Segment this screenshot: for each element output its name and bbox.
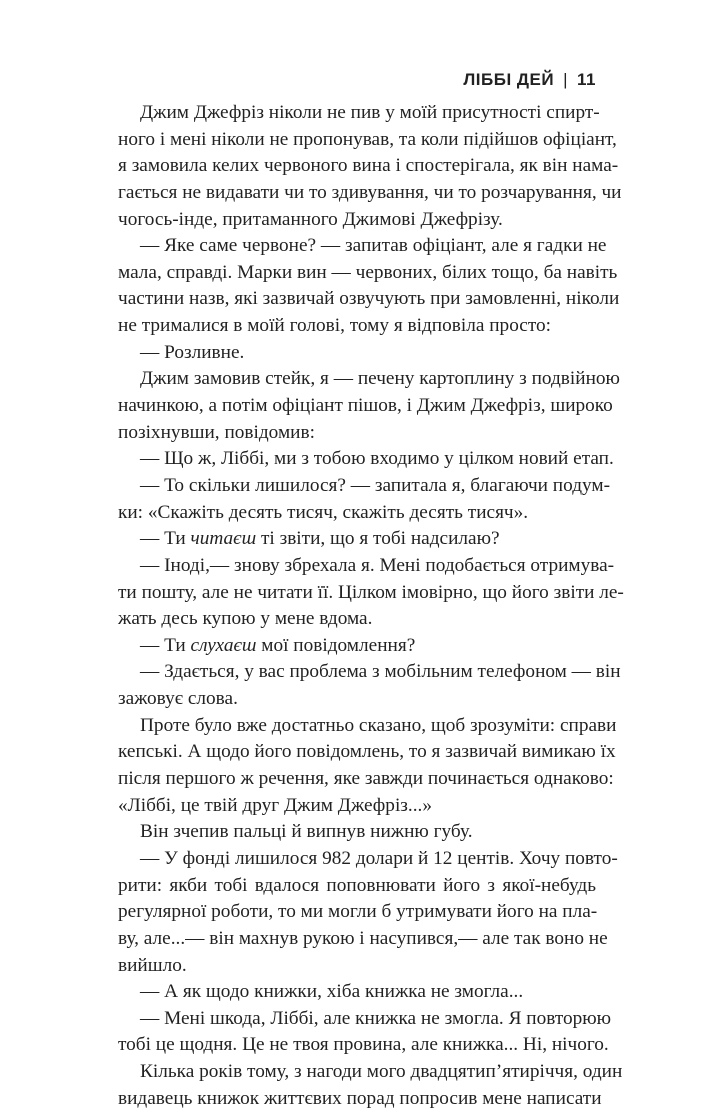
text-line — [118, 846, 618, 873]
text-line — [118, 580, 624, 607]
text-segment: тобі це щодня. Це не твоя провина, але книжка... Ні, нічого. — [118, 1034, 609, 1056]
text-segment: позіхнувши, повідомив: — [118, 421, 315, 443]
text-line — [118, 686, 596, 713]
text-line — [118, 420, 596, 447]
body-text — [118, 100, 624, 1112]
text-line — [118, 819, 596, 846]
text-line — [118, 1059, 623, 1086]
text-segment: ти пошту, але не читати її. Цілком імовірно, що його звіти ле- — [118, 581, 624, 603]
text-segment: гається не видавати чи то здивування, чи то розчарування, чи — [118, 181, 622, 203]
text-segment: — У фонді лишилося 982 долари й 12 центів. Хочу повто- — [140, 847, 618, 869]
text-line — [118, 633, 596, 660]
text-segment: зажовує слова. — [118, 688, 238, 710]
text-segment: не трималися в моїй голові, тому я відповіла просто: — [118, 315, 552, 337]
running-header-title: ЛІББІ ДЕЙ — [463, 70, 555, 89]
text-line — [118, 713, 617, 740]
text-line — [118, 553, 615, 580]
text-line — [118, 446, 614, 473]
text-segment: мала, справді. Марки вин — червоних, білих тощо, ба навіть — [118, 261, 618, 283]
text-line — [118, 233, 607, 260]
emphasized-text: слухаєш — [190, 634, 257, 656]
text-segment: кепські. А щодо його повідомлень, то я зазвичай вимикаю їх — [118, 741, 616, 763]
text-line — [118, 286, 620, 313]
emphasized-text: читаєш — [190, 528, 257, 550]
text-segment: Джим Джефріз ніколи не пив у моїй присутності спирт- — [140, 102, 600, 123]
text-line — [118, 926, 608, 953]
text-segment: — Іноді,— знову збрехала я. Мені подобається отримува- — [140, 554, 615, 576]
text-segment: начинкою, а потім офіціант пішов, і Джим Джефріз, широко — [118, 395, 613, 417]
text-segment: ті звіти, що я тобі надсилаю? — [256, 528, 500, 550]
text-segment: ки: «Скажіть десять тисяч, скажіть десять тисяч». — [118, 501, 529, 523]
text-line — [118, 1032, 609, 1059]
text-segment: Проте було вже достатньо сказано, щоб зрозуміти: справи — [140, 714, 617, 736]
text-line — [118, 739, 616, 766]
text-segment: — То скільки лишилося? — запитала я, благаючи подум- — [140, 474, 611, 496]
text-line — [118, 766, 614, 793]
text-segment: регулярної роботи, то ми могли б утримувати його на пла- — [118, 901, 598, 923]
text-line — [118, 606, 596, 633]
text-segment: «Ліббі, це твій друг Джим Джефріз...» — [118, 794, 433, 816]
text-line — [118, 393, 613, 420]
text-line — [118, 526, 596, 553]
text-line — [118, 260, 618, 287]
text-line — [118, 340, 596, 367]
text-segment: мої повідомлення? — [256, 634, 416, 656]
text-line — [118, 500, 596, 527]
text-segment: — Яке саме червоне? — запитав офіціант, але я гадки не — [140, 235, 607, 257]
text-segment: я замовила келих червоного вина і спостерігала, як він нама- — [118, 155, 619, 177]
text-segment: Він зчепив пальці й випнув нижню губу. — [140, 821, 473, 843]
text-segment: — Ти — [140, 634, 191, 656]
text-line — [118, 313, 596, 340]
text-segment: рити: якби тобі вдалося поповнювати його з якої-небудь — [118, 874, 596, 896]
text-segment: ву, але...— він махнув рукою і насупився,— але так воно не — [118, 927, 608, 949]
text-segment: — Мені шкода, Ліббі, але книжка не змогла. Я повторюю — [140, 1007, 612, 1029]
text-line — [118, 899, 596, 926]
text-segment: Джим замовив стейк, я — печену картоплину з подвійною — [140, 368, 620, 390]
text-line — [118, 979, 596, 1006]
text-line — [118, 473, 611, 500]
running-header-separator: | — [563, 70, 569, 89]
text-segment: видавець книжок життєвих порад попросив мене написати — [118, 1087, 602, 1109]
text-segment: чогось-інде, притаманного Джимові Джефрізу. — [118, 208, 503, 230]
running-header — [463, 70, 596, 90]
text-line — [118, 1006, 612, 1033]
text-line — [118, 180, 622, 207]
text-segment: після першого ж речення, яке завжди починається однаково: — [118, 768, 614, 790]
text-line — [118, 873, 596, 900]
text-line — [118, 1086, 602, 1112]
text-line — [118, 153, 619, 180]
text-segment: — Здається, у вас проблема з мобільним телефоном — він — [140, 661, 621, 683]
page-number: 11 — [577, 70, 596, 89]
text-segment: Кілька років тому, з нагоди мого двадцятип’ятиріччя, один — [140, 1061, 623, 1083]
text-line — [118, 793, 596, 820]
text-segment: частини назв, які зазвичай озвучують при замовленні, ніколи — [118, 288, 620, 310]
text-line — [118, 659, 621, 686]
text-segment: ного і мені ніколи не пропонував, та коли підійшов офіціант, — [118, 128, 617, 150]
text-segment: — Розливне. — [140, 341, 245, 363]
text-segment: жать десь купою у мене вдома. — [118, 608, 373, 630]
text-segment: — А як щодо книжки, хіба книжка не змогла... — [140, 981, 524, 1003]
text-segment: вийшло. — [118, 954, 187, 976]
text-line — [118, 366, 620, 393]
text-line — [118, 207, 596, 234]
text-line — [118, 953, 596, 980]
text-segment: — Що ж, Ліббі, ми з тобою входимо у цілком новий етап. — [140, 448, 614, 470]
text-line — [118, 127, 617, 154]
text-segment: — Ти — [140, 528, 191, 550]
text-line — [118, 100, 600, 127]
